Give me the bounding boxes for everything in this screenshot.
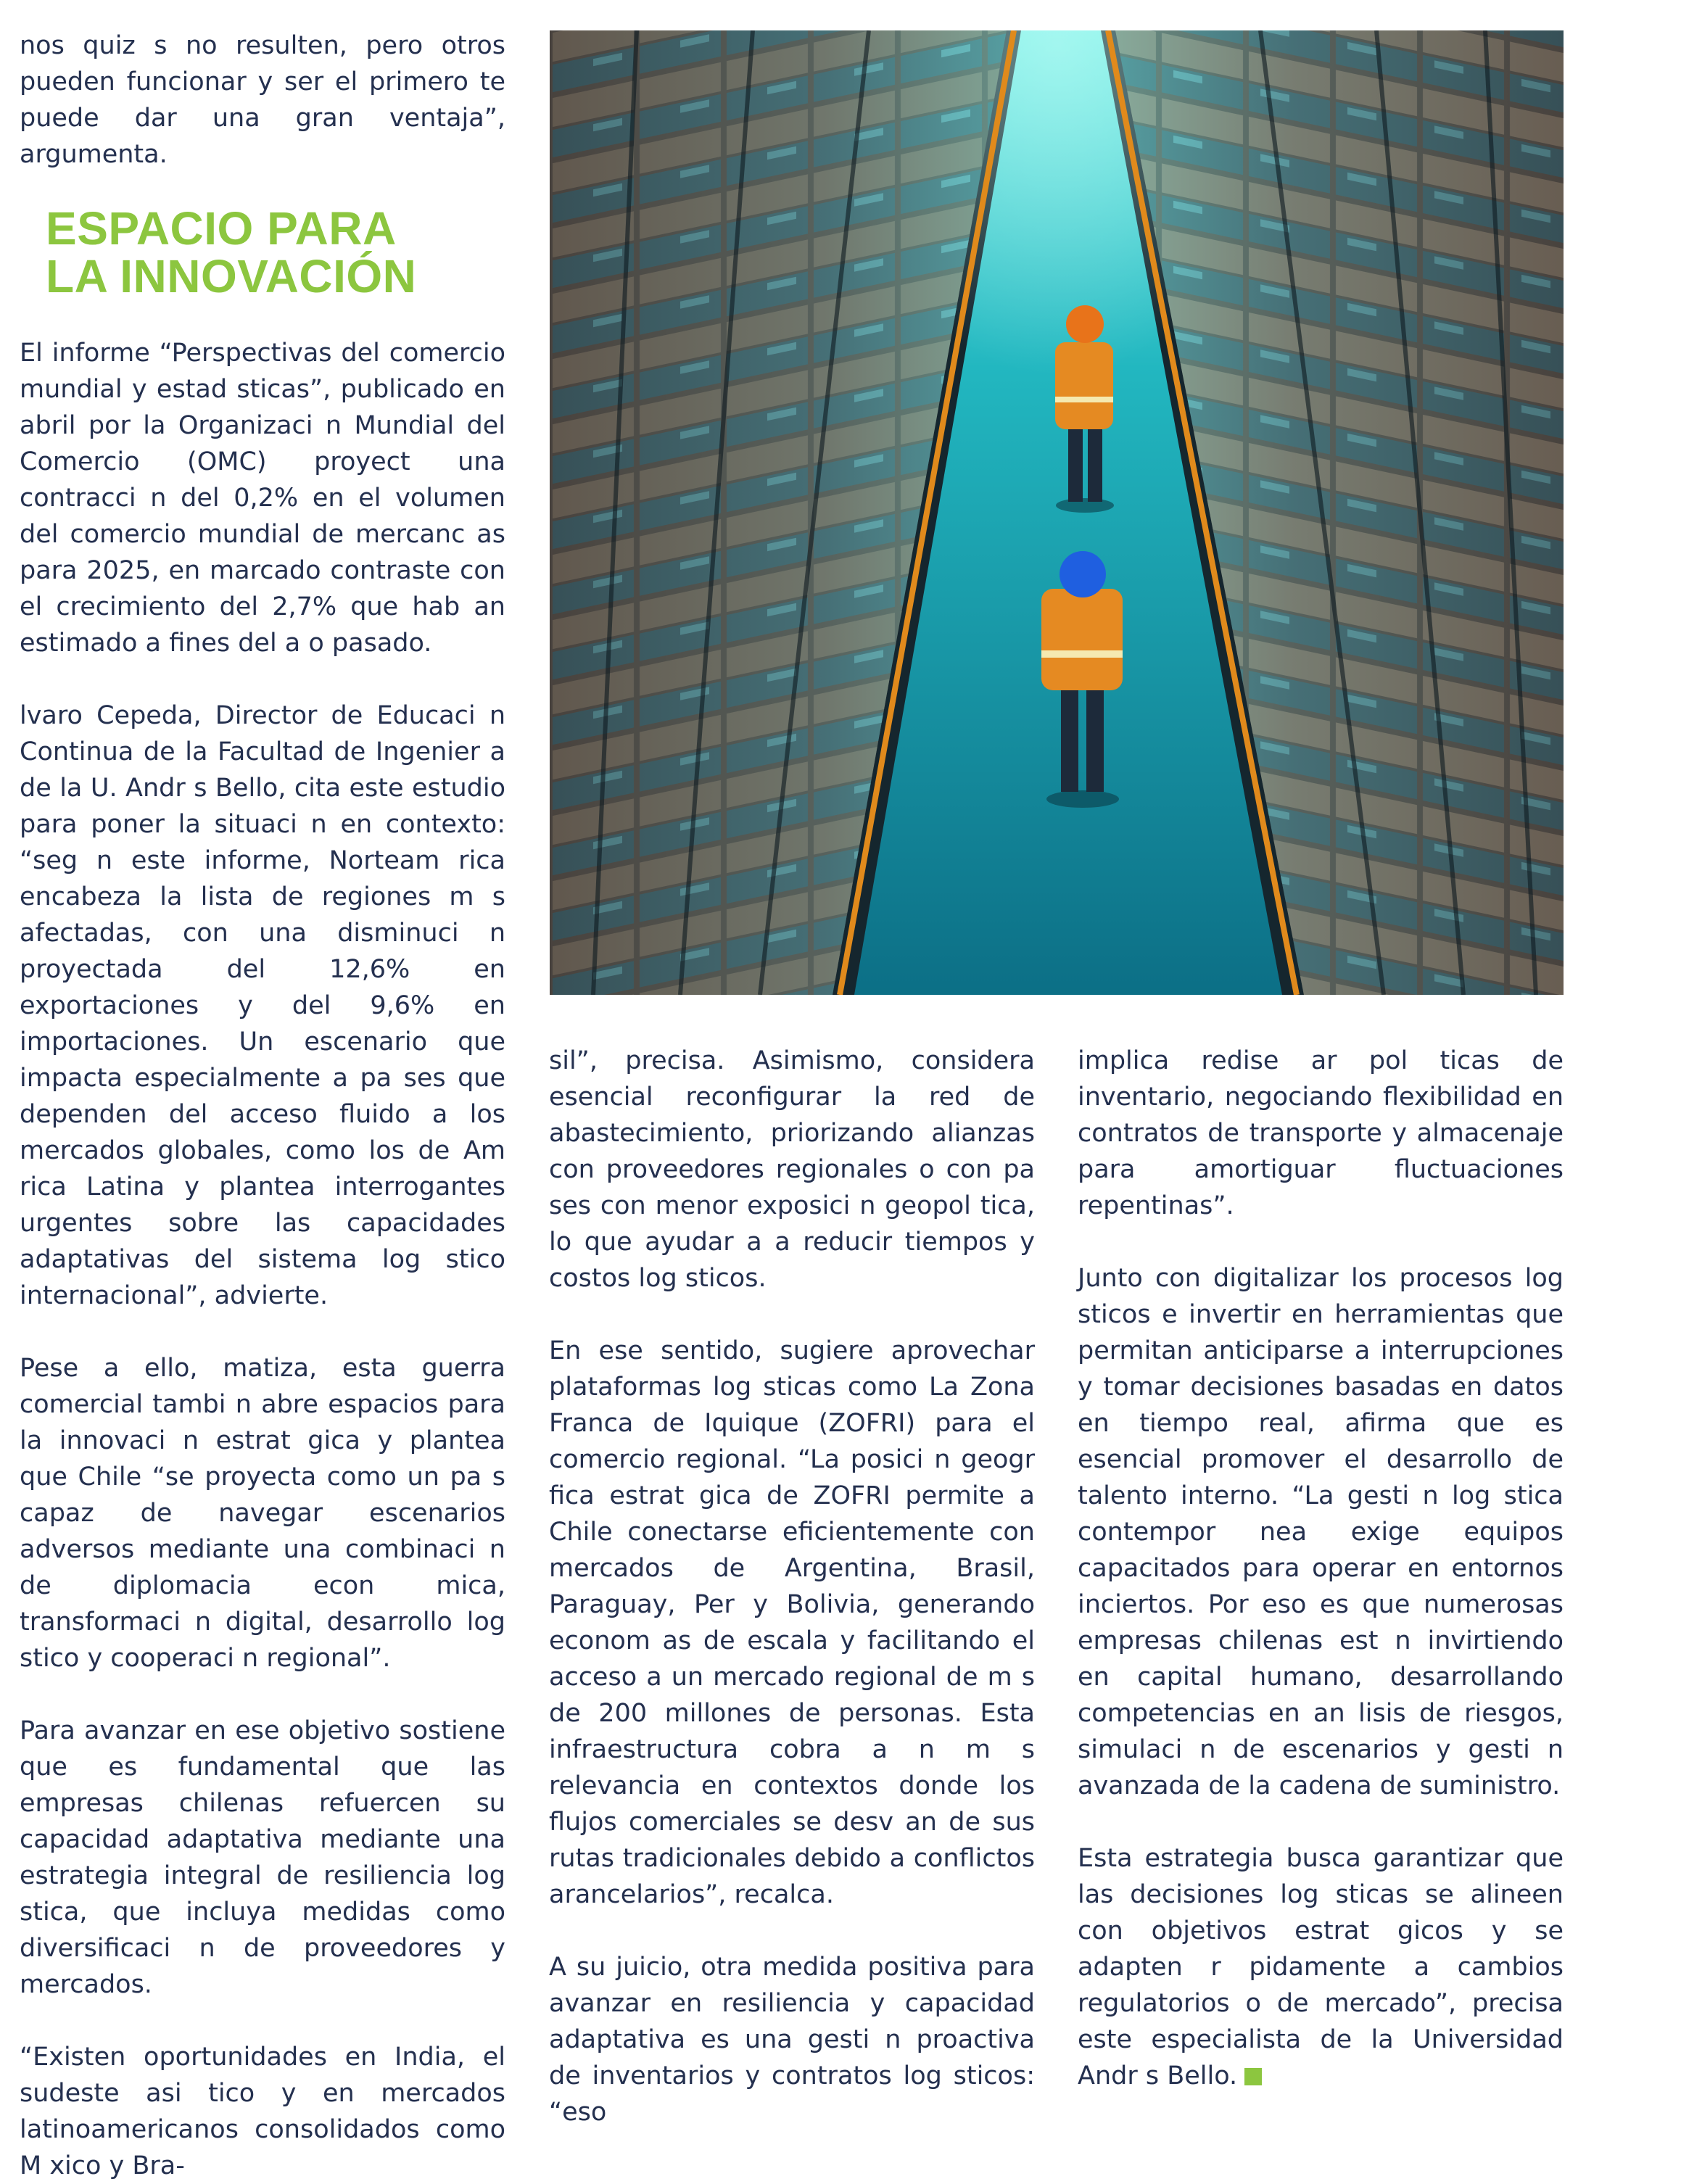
paragraph-redesign: implica redise ar pol ticas de inventario, negociando flexibilidad en contratos de transporte y almacenaje para amortiguar fluctuaciones repentinas”. xyxy=(1078,1046,1564,1220)
paragraph-inventory: A su juicio, otra medida positiva para avanzar en resiliencia y capacidad adaptativa es una gesti n proactiva de inventarios y contratos log sticos: “eso xyxy=(549,1953,1035,2127)
warehouse-photo xyxy=(550,30,1564,995)
paragraph-digitalization: Junto con digitalizar los procesos log sticos e invertir en herramientas que permitan anticiparse a interrupciones y tomar decisiones basadas en datos en tiempo real, afirma que es esencial promover el desarrollo de talento interno. “La gesti n log stica contempor nea exige equipos capacitados para operar en entornos inciertos. Por eso es que numerosas empresas chilenas est n invirtiendo en capital humano, desarrollando competencias en an lisis de riesgos, simulaci n de escenarios y gesti n avanzada de la cadena de suministro. xyxy=(1078,1264,1564,1800)
paragraph-strategy xyxy=(1078,1840,1564,2094)
column-2 xyxy=(549,1043,1035,2130)
column-1 xyxy=(20,28,505,2184)
paragraph-brasil: sil”, precisa. Asimismo, considera esencial reconfigurar la red de abastecimiento, priorizando alianzas con proveedores regionales o con pa ses con menor exposici n geopol tica, lo que ayudar a a reducir tiempos y costos log sticos. xyxy=(549,1046,1035,1293)
paragraph-zofri: En ese sentido, sugiere aprovechar plataformas log sticas como La Zona Franca de Iquique (ZOFRI) para el comercio regional. “La posici n geogr fica estrat gica de ZOFRI permite a Chile conectarse eficientemente con mercados de Argentina, Brasil, Paraguay, Per y Bolivia, generando econom as de escala y facilitando el acceso a un mercado regional de m s de 200 millones de personas. Esta infraestructura cobra a n m s relevancia en contextos donde los flujos comerciales se desv an de sus rutas tradicionales debido a conflictos arancelarios”, recalca. xyxy=(549,1336,1035,1909)
paragraph-innovation: Pese a ello, matiza, esta guerra comercial tambi n abre espacios para la innovaci n estrat gica y plantea que Chile “se proyecta como un pa s capaz de navegar escenarios adversos mediante una combinaci n de diplomacia econ mica, transformaci n digital, desarrollo log stico y cooperaci n regional”. xyxy=(20,1354,505,1673)
heading-line-1: ESPACIO PARA xyxy=(46,202,397,255)
strategy-text: Esta estrategia busca garantizar que las decisiones log sticas se alineen con objetivos estrat gicos y se adapten r pidamente a cambios regulatorios o de mercado”, precisa este especialista de la Universidad Andr s Bello. xyxy=(1078,1844,1564,2090)
heading-line-2: LA INNOVACIÓN xyxy=(46,250,417,302)
column-3 xyxy=(1078,1043,1564,2094)
intro-paragraph: nos quiz s no resulten, pero otros pueden funcionar y ser el primero te puede dar una gran ventaja”, argumenta. xyxy=(20,31,505,169)
paragraph-resilience: Para avanzar en ese objetivo sostiene que es fundamental que las empresas chilenas refuercen su capacidad adaptativa mediante una estrategia integral de resiliencia log stica, que incluya medidas como diversificaci n de proveedores y mercados. xyxy=(20,1716,505,1999)
paragraph-cepeda: lvaro Cepeda, Director de Educaci n Continua de la Facultad de Ingenier a de la U. Andr s Bello, cita este estudio para poner la situaci n en contexto: “seg n este informe, Norteam rica encabeza la lista de regiones m s afectadas, con una disminuci n proyectada del 12,6% en exportaciones y del 9,6% en importaciones. Un escenario que impacta especialmente a pa ses que dependen del acceso fluido a los mercados globales, como los de Am rica Latina y plantea interrogantes urgentes sobre las capacidades adaptativas del sistema log stico internacional”, advierte. xyxy=(20,701,505,1310)
end-of-article-mark xyxy=(1244,2068,1262,2085)
section-heading xyxy=(46,204,505,300)
paragraph-omc-report: El informe “Perspectivas del comercio mundial y estad sticas”, publicado en abril por la Organizaci n Mundial del Comercio (OMC) proyect una contracci n del 0,2% en el volumen del comercio mundial de mercanc as para 2025, en marcado contraste con el crecimiento del 2,7% que hab an estimado a fines del a o pasado. xyxy=(20,339,505,658)
paragraph-opportunities: “Existen oportunidades en India, el sudeste asi tico y en mercados latinoamericanos consolidados como M xico y Bra- xyxy=(20,2043,505,2180)
